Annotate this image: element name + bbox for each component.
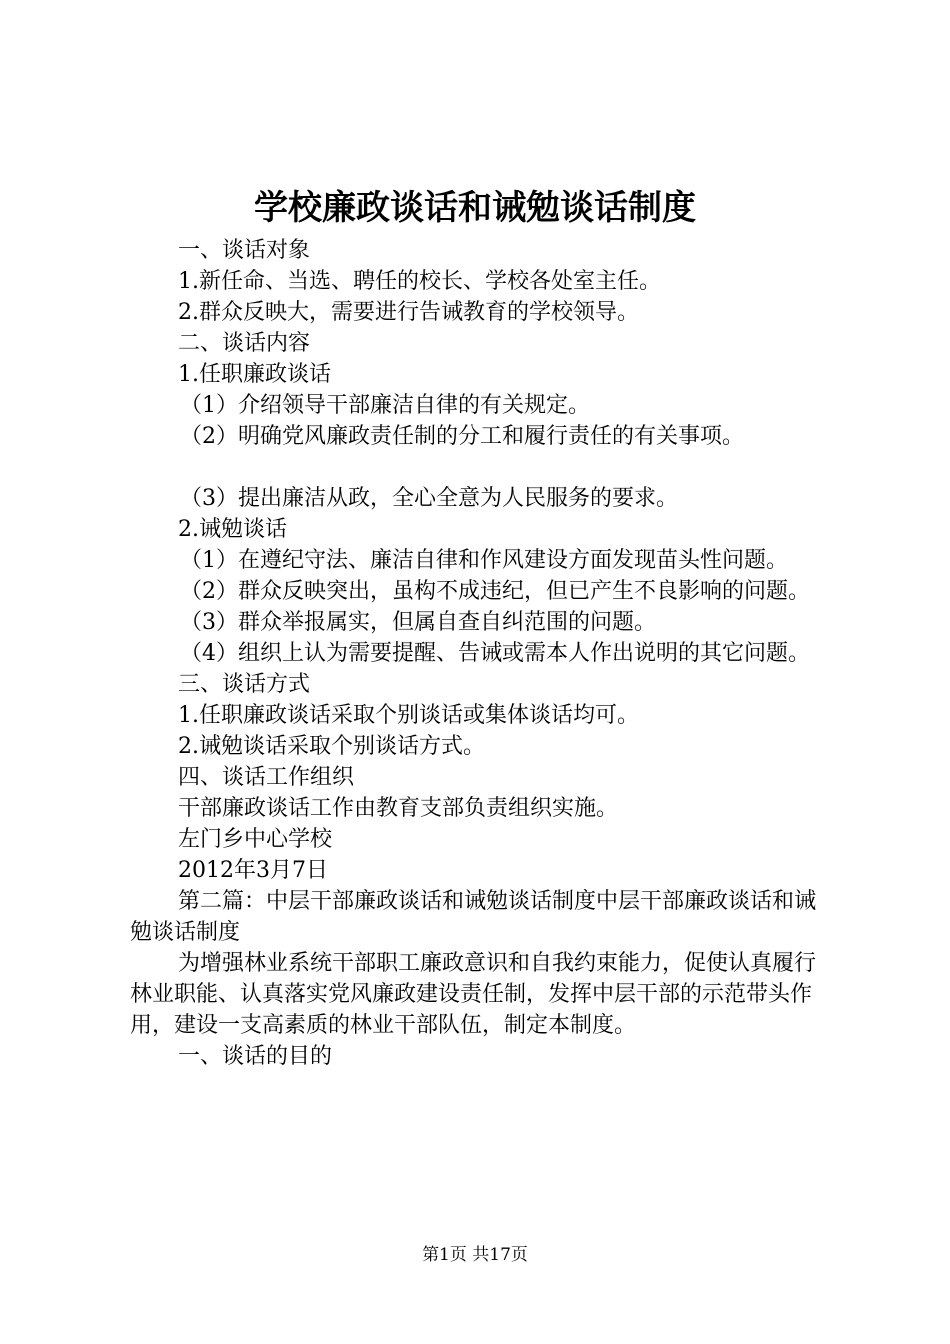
paragraph: 2.群众反映大，需要进行告诫教育的学校领导。 <box>178 300 639 325</box>
section-heading: 二、谈话内容 <box>178 331 311 356</box>
paragraph: 干部廉政谈话工作由教育支部负责组织实施。 <box>178 796 619 821</box>
document-body <box>130 235 830 1072</box>
paragraph: 1.新任命、当选、聘任的校长、学校各处室主任。 <box>178 269 661 294</box>
paragraph: （1）在遵纪守法、廉洁自律和作风建设方面发现苗头性问题。 <box>180 548 788 573</box>
paragraph: （4）组织上认为需要提醒、告诫或需本人作出说明的其它问题。 <box>180 641 810 666</box>
section-heading: 一、谈话对象 <box>178 238 311 263</box>
paragraph: 1.任职廉政谈话 <box>178 362 331 387</box>
section-heading: 一、谈话的目的 <box>178 1044 333 1069</box>
paragraph: （1）介绍领导干部廉洁自律的有关规定。 <box>180 393 590 418</box>
section-heading: 三、谈话方式 <box>178 672 311 697</box>
blank-line <box>130 452 830 483</box>
signature-date: 2012年3月7日 <box>178 858 328 883</box>
paragraph: （2）群众反映突出，虽构不成违纪，但已产生不良影响的问题。 <box>180 579 810 604</box>
page-footer: 第1页 共17页 <box>422 1245 528 1265</box>
paragraph: 1.任职廉政谈话采取个别谈话或集体谈话均可。 <box>178 703 639 728</box>
paragraph: 2.诫勉谈话采取个别谈话方式。 <box>178 734 485 759</box>
paragraph: 2.诫勉谈话 <box>178 517 287 542</box>
document-title: 学校廉政谈话和诫勉谈话制度 <box>254 188 696 228</box>
paragraph: 为增强林业系统干部职工廉政意识和自我约束能力，促使认真履行林业职能、认真落实党风廉政建设责任制，发挥中层干部的示范带头作用，建设一支高素质的林业干部队伍，制定本制度。 <box>130 951 817 1038</box>
paragraph: （3）群众举报属实，但属自查自纠范围的问题。 <box>180 610 656 635</box>
signature-org: 左门乡中心学校 <box>178 827 333 852</box>
paragraph: 第二篇：中层干部廉政谈话和诫勉谈话制度中层干部廉政谈话和诫勉谈话制度 <box>130 889 817 945</box>
paragraph: （2）明确党风廉政责任制的分工和履行责任的有关事项。 <box>180 424 744 449</box>
section-heading: 四、谈话工作组织 <box>178 765 355 790</box>
paragraph: （3）提出廉洁从政，全心全意为人民服务的要求。 <box>180 486 678 511</box>
